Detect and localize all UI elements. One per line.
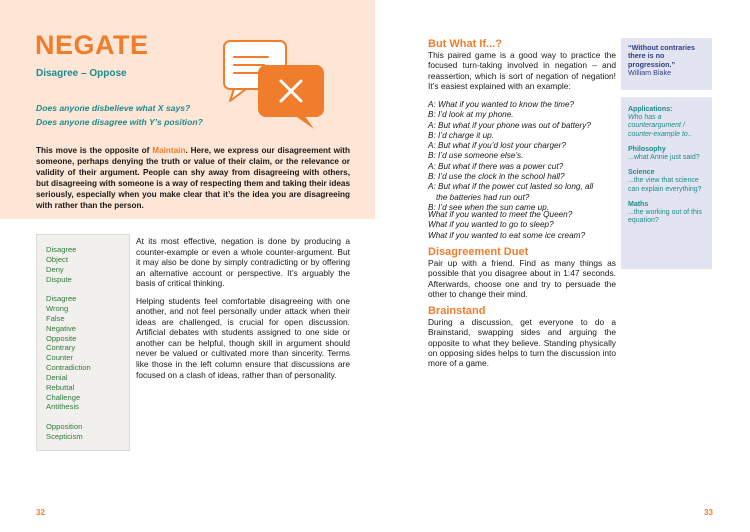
section-text-disagreement-duet: Pair up with a friend. Find as many things as possible that you disagree about in 1:47 seconds. Afterwards, choose one and try to persuade the other to change their mind. bbox=[428, 258, 616, 299]
applications-box bbox=[621, 97, 712, 269]
list-item: Deny bbox=[46, 264, 64, 274]
dialog-line: A: But what if you’d lost your charger? bbox=[428, 141, 566, 151]
list-item: Contradiction bbox=[46, 363, 91, 373]
dialog-line: A: But what if the power cut lasted so long, all bbox=[428, 182, 594, 192]
example-prompts bbox=[428, 210, 616, 241]
body-text-left bbox=[136, 236, 350, 387]
section-heading-brainstand: Brainstand bbox=[428, 305, 486, 317]
application-subject: Philosophy bbox=[628, 145, 666, 153]
dialog-line: B: I’d use someone else’s. bbox=[428, 151, 524, 161]
prompt-line: What if you wanted to eat some ice cream? bbox=[428, 230, 586, 240]
application-subject: Maths bbox=[628, 200, 649, 208]
body-paragraph-1: At its most effective, negation is done by producing a counter-example or even a whole counter-argument. But it may also be done by simply contradicting or by offering an alternative account or perspective. It’s arguably the basis of critical thinking. bbox=[136, 236, 350, 289]
vocabulary-list bbox=[36, 234, 130, 451]
body-paragraph-2: Helping students feel comfortable disagreeing with one another, and not feel personally under attack when their ideas are challenged, is crucial for open discussion. Artificial debates with students assigned to one side or another can be helpful, though skill in argument should never be valued or cultivated more than sincerity. Terms like those in the left column ensure that discussions are focused on a clash of ideas, rather than of personality. bbox=[136, 295, 350, 380]
prompt-question-2: Does anyone disagree with Y’s position? bbox=[36, 117, 203, 127]
list-item: Antithesis bbox=[46, 402, 79, 412]
page-number-right: 33 bbox=[704, 508, 713, 517]
application-subject: Science bbox=[628, 169, 655, 177]
list-item: Wrong bbox=[46, 304, 69, 314]
page-subtitle: Disagree – Oppose bbox=[36, 68, 127, 79]
prompt-question-1: Does anyone disbelieve what X says? bbox=[36, 103, 191, 113]
list-item: False bbox=[46, 313, 65, 323]
quote-author: William Blake bbox=[628, 68, 672, 78]
list-item: Object bbox=[46, 254, 68, 264]
list-item: Opposition bbox=[46, 422, 83, 432]
list-item: Disagree bbox=[46, 245, 77, 254]
example-dialog bbox=[428, 100, 616, 213]
section-text-but-what-if: This paired game is a good way to practice the focused turn-taking involved in negation – and reassertion, which is sort of negation of negation! It’s easiest explained with an example: bbox=[428, 50, 616, 91]
page-title: NEGATE bbox=[35, 30, 149, 60]
list-item: Rebuttal bbox=[46, 382, 75, 392]
list-item: Denial bbox=[46, 372, 68, 382]
application-text: ...what Annie just said? bbox=[628, 154, 700, 162]
speech-bubbles-icon bbox=[220, 35, 330, 135]
dialog-line: A: What if you wanted to know the time? bbox=[428, 100, 575, 109]
list-item: Contrary bbox=[46, 343, 76, 353]
dialog-line: A: But what if your phone was out of battery? bbox=[428, 120, 591, 130]
dialog-line: B: I’d use the clock in the school hall? bbox=[428, 172, 565, 182]
dialog-line: the batteries had run out? bbox=[436, 192, 530, 202]
intro-paragraph: This move is the opposite of Maintain. Here, we express our disagreement with someone, perhaps denying the truth or value of their claim, or the relevance or validity of their argument. People can shy away from disagreeing with others, but disagreeing with someone is a way of respecting them and taking their ideas seriously, especially when you make clear that it’s the idea you are disagreeing with rather than the person. bbox=[36, 146, 350, 211]
list-item: Negative bbox=[46, 323, 76, 333]
page-number-left: 32 bbox=[36, 508, 45, 517]
applications-intro: Who has a counterargument / counter-example to.. bbox=[628, 114, 692, 138]
prompt-line: What if you wanted to go to sleep? bbox=[428, 220, 554, 230]
list-item: Counter bbox=[46, 353, 74, 363]
list-item: Dispute bbox=[46, 274, 72, 284]
dialog-line: B: I’d see when the sun came up. bbox=[428, 202, 550, 212]
section-heading-but-what-if: But What If...? bbox=[428, 38, 502, 50]
dialog-line: B: I’d look at my phone. bbox=[428, 110, 514, 120]
dialog-line: A: But what if there was a power cut? bbox=[428, 161, 564, 171]
applications-heading: Applications: bbox=[628, 106, 673, 113]
section-heading-disagreement-duet: Disagreement Duet bbox=[428, 246, 529, 258]
section-text-brainstand: During a discussion, get everyone to do a Brainstand, swapping sides and arguing the opposite to what they believe. Standing physically on opposing sides helps to turn the discussion into more of a game. bbox=[428, 317, 616, 369]
list-item: Challenge bbox=[46, 392, 81, 402]
application-text: ...the working out of this equation? bbox=[628, 209, 702, 225]
prompt-line: What if you wanted to meet the Queen? bbox=[428, 210, 573, 219]
list-item: Disagree bbox=[46, 294, 77, 304]
maintain-link: Maintain bbox=[152, 146, 186, 155]
dialog-line: B: I’d charge it up. bbox=[428, 130, 494, 140]
quote-box bbox=[621, 38, 712, 90]
application-text: ...the view that science can explain everything? bbox=[628, 177, 702, 193]
quote-text: “Without contraries there is no progression.” bbox=[628, 43, 696, 69]
list-item: Scepticism bbox=[46, 431, 83, 441]
list-item: Opposite bbox=[46, 333, 77, 343]
